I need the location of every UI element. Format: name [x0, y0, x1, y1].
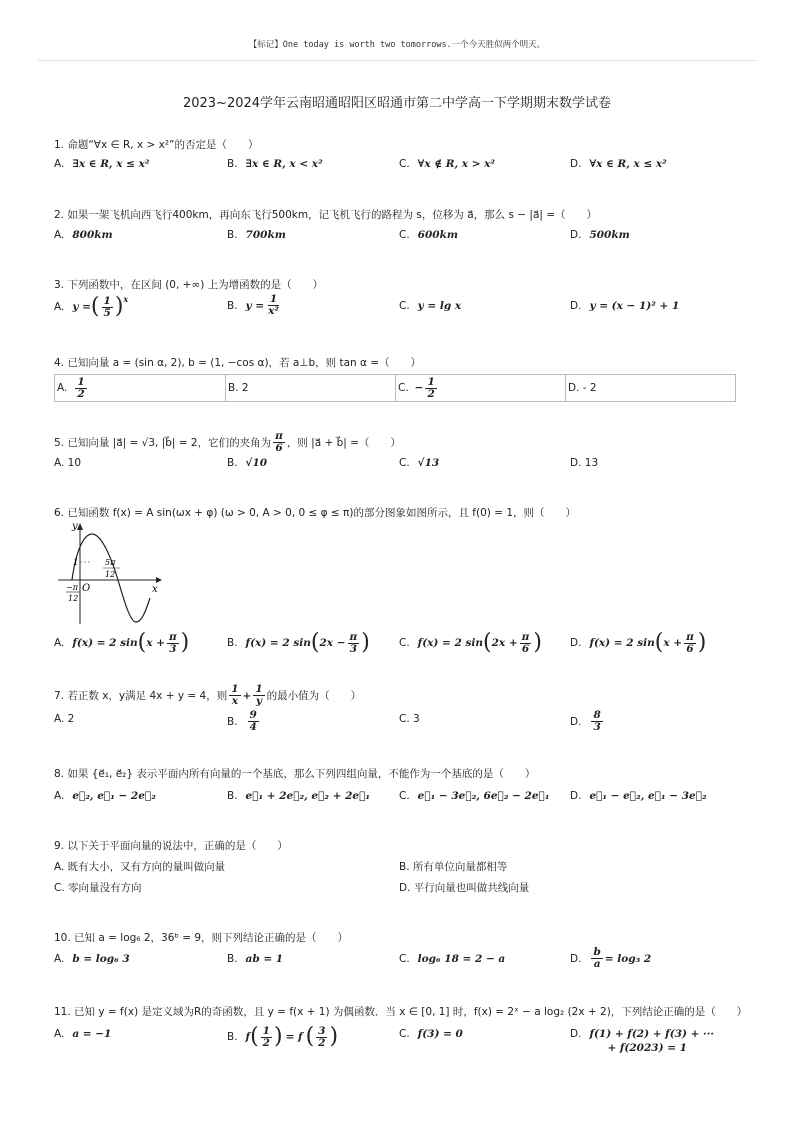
q4-option-d[interactable]: D. - 2 — [565, 375, 735, 401]
q5-option-c[interactable]: C. √13 — [399, 457, 440, 469]
q5-option-b[interactable]: B. √10 — [227, 457, 268, 469]
q9-option-a[interactable]: A. 既有大小，又有方向的量叫做向量 — [54, 861, 226, 873]
q10-option-a[interactable]: A. b = log₆ 3 — [54, 953, 130, 965]
question-4: 4. 已知向量 a = (sin α, 2), b = (1, −cos α)，若 a⊥b，则 tan α =（ ） — [54, 357, 422, 369]
q3-option-c[interactable]: C. y = lg x — [399, 300, 462, 312]
q8-option-a[interactable]: A. e⃗₂, e⃗₁ − 2e⃗₂ — [54, 790, 156, 802]
q9-option-b[interactable]: B. 所有单位向量都相等 — [399, 861, 508, 873]
q5-option-a[interactable]: A. 10 — [54, 457, 82, 469]
q9-option-d[interactable]: D. 平行向量也叫做共线向量 — [399, 882, 530, 894]
q2-option-b[interactable]: B. 700km — [227, 229, 286, 241]
pos-tick-num: 5π — [105, 558, 116, 567]
question-5: 5. 已知向量 |a⃗| = √3, |b⃗| = 2，它们的夹角为 $\frac{\pi}{6}$ ，则 |a⃗ + b⃗| =（ ） — [54, 430, 401, 454]
question-3: 3. 下列函数中，在区间 (0, +∞) 上为增函数的是（ ） — [54, 279, 324, 291]
header-divider — [38, 60, 756, 61]
page-title: 2023~2024学年云南昭通昭阳区昭通市第二中学高一下学期期末数学试卷 — [182, 96, 612, 111]
q8-option-d[interactable]: D. e⃗₁ − e⃗₂, e⃗₁ − 3e⃗₂ — [570, 790, 707, 802]
y-axis-label: y — [72, 521, 78, 532]
q2-option-a[interactable]: A. 800km — [54, 229, 113, 241]
y-axis-arrow — [77, 523, 83, 530]
q4-option-a[interactable]: A. $\frac{1}{2}$ — [57, 375, 85, 400]
q11-option-a[interactable]: A. a = −1 — [54, 1028, 112, 1040]
q3-option-d[interactable]: D. y = (x − 1)² + 1 — [570, 300, 680, 312]
q6-sine-graph — [56, 520, 166, 630]
q1-option-d[interactable]: D. ∀x ∈ R, x ≤ x² — [570, 158, 667, 170]
y-one-label: 1 — [73, 558, 79, 568]
question-2: 2. 如果一架飞机向西飞行400km，再向东飞行500km，记飞机飞行的路程为 s，位移为 a⃗，那么 s − |a⃗| =（ ） — [54, 209, 598, 221]
q5-option-d[interactable]: D. 13 — [570, 457, 599, 469]
header-note: 【标记】One today is worth two tomorrows.一个今天胜似两个明天。 — [248, 40, 546, 50]
q9-option-c[interactable]: C. 零向量没有方向 — [54, 882, 142, 894]
q4-option-c[interactable]: C. − $\frac{1}{2}$ — [395, 375, 566, 401]
q2-option-c[interactable]: C. 600km — [399, 229, 458, 241]
q10-option-d[interactable]: D. $\frac{b}{a}$ = log₃ 2 — [570, 946, 652, 970]
q11-option-d[interactable]: D. f(1) + f(2) + f(3) + ··· + f(2023) = 1 — [570, 1028, 715, 1054]
q4-option-b[interactable]: B. 2 — [225, 375, 396, 401]
q10-option-c[interactable]: C. log₆ 18 = 2 − a — [399, 953, 506, 965]
q1-option-b[interactable]: B. ∃x ∈ R, x < x² — [227, 158, 323, 170]
question-7: 7. 若正数 x，y满足 4x + y = 4，则 $\frac{1}{x}$ + $\frac{1}{y}$ 的最小值为（ ） — [54, 683, 362, 707]
q8-option-b[interactable]: B. e⃗₁ + 2e⃗₂, e⃗₂ + 2e⃗₁ — [227, 790, 371, 802]
q6-option-b[interactable]: B. f(x) = 2 sin ( 2x − $\frac{\pi}{3}$ ) — [227, 630, 370, 655]
q6-option-c[interactable]: C. f(x) = 2 sin ( 2x + $\frac{\pi}{6}$ ) — [399, 630, 542, 655]
q7-option-a[interactable]: A. 2 — [54, 713, 75, 725]
q1-option-c[interactable]: C. ∀x ∉ R, x > x² — [399, 158, 496, 170]
question-9: 9. 以下关于平面向量的说法中，正确的是（ ） — [54, 840, 288, 852]
q3-option-b[interactable]: B. y = $\frac{1}{\text{x²}}$ — [227, 293, 279, 317]
question-10: 10. 已知 a = log₆ 2，36ᵇ = 9，则下列结论正确的是（ ） — [54, 932, 349, 944]
question-1: 1. 命题“∀x ∈ R, x > x²”的否定是（ ） — [54, 139, 259, 151]
q6-option-a[interactable]: A. f(x) = 2 sin ( x + $\frac{\pi}{3}$ ) — [54, 630, 190, 655]
q11-option-b[interactable]: B. f ( $\frac{1}{2}$ ) = f ( $\frac{3}{2}$ ) — [227, 1024, 339, 1049]
question-11: 11. 已知 y = f(x) 是定义域为R的奇函数，且 y = f(x + 1) 为偶函数．当 x ∈ [0, 1] 时，f(x) = 2ˣ − a log₂ (2x + 2)，下列结论正确的是（ ） — [54, 1006, 748, 1018]
q3-option-a[interactable]: A. y = ( $\frac{1}{5}$ ) $^x$ — [54, 294, 129, 319]
q7-option-b[interactable]: B. $\frac{9}{4}$ — [227, 709, 257, 733]
q8-option-c[interactable]: C. e⃗₁ − 3e⃗₂, 6e⃗₂ − 2e⃗₁ — [399, 790, 550, 802]
x-axis-arrow — [156, 577, 162, 583]
question-8: 8. 如果 {e⃗₁, e⃗₂} 表示平面内所有向量的一个基底，那么下列四组向量，不能作为一个基底的是（ ） — [54, 768, 536, 780]
origin-label: O — [82, 583, 91, 594]
question-6: 6. 已知函数 f(x) = A sin(ωx + φ) (ω > 0, A > 0, 0 ≤ φ ≤ π)的部分图象如图所示，且 f(0) = 1，则（ ） — [54, 507, 577, 519]
q11-option-c[interactable]: C. f(3) = 0 — [399, 1028, 463, 1040]
q2-option-d[interactable]: D. 500km — [570, 229, 630, 241]
q10-option-b[interactable]: B. ab = 1 — [227, 953, 284, 965]
q4-options-table — [54, 374, 736, 402]
neg-tick-num: −π — [66, 583, 78, 592]
x-axis-label: x — [152, 584, 158, 595]
pos-tick-den: 12 — [105, 570, 116, 579]
q1-option-a[interactable]: A. ∃x ∈ R, x ≤ x² — [54, 158, 150, 170]
q7-option-c[interactable]: C. 3 — [399, 713, 420, 725]
q6-option-d[interactable]: D. f(x) = 2 sin ( x + $\frac{\pi}{6}$ ) — [570, 630, 707, 655]
q7-option-d[interactable]: D. $\frac{8}{3}$ — [570, 709, 601, 733]
neg-tick-den: 12 — [68, 594, 79, 603]
